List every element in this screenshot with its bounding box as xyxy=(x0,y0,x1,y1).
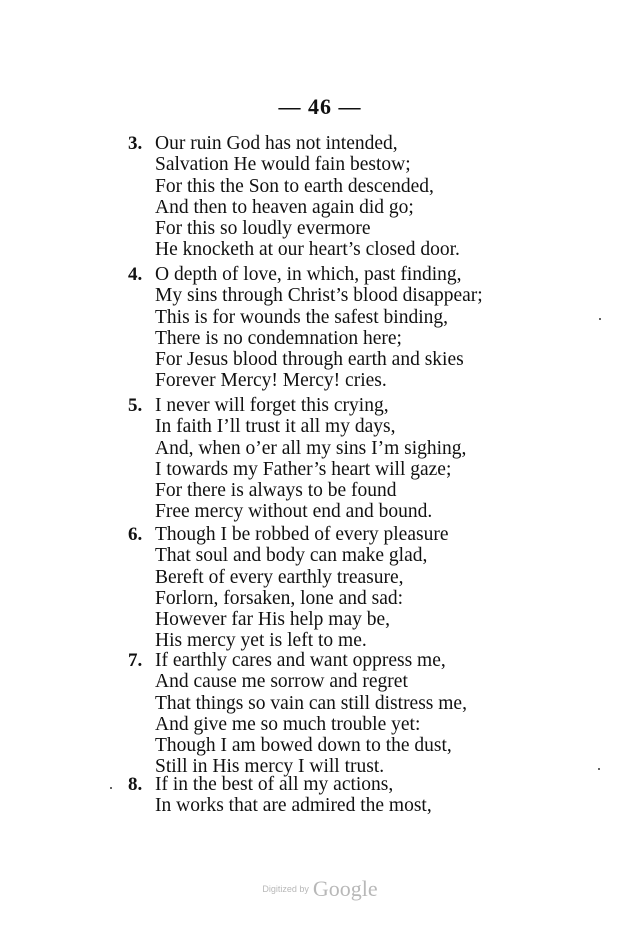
verse-number: 3. xyxy=(128,133,143,154)
verse-line: Free mercy without end and bound. xyxy=(155,501,433,523)
verse-lines xyxy=(155,524,448,652)
verse-line: And, when o’er all my sins I’m sighing, xyxy=(155,437,467,459)
verse-line: For this so loudly evermore xyxy=(155,218,371,240)
verse-line: He knocketh at our heart’s closed door. xyxy=(155,239,460,261)
verse-line: That things so vain can still distress me, xyxy=(155,692,467,714)
verse-line: And cause me sorrow and regret xyxy=(155,671,408,693)
verse-line: There is no condemnation here; xyxy=(155,327,402,349)
google-logo: Google xyxy=(312,876,378,901)
verse-line: His mercy yet is left to me. xyxy=(155,630,367,652)
verse-line: Forever Mercy! Mercy! cries. xyxy=(155,370,387,392)
verse-line: That soul and body can make glad, xyxy=(155,545,428,567)
verse-lines xyxy=(155,133,460,261)
scan-speck xyxy=(598,768,600,770)
verse-line: This is for wounds the safest binding, xyxy=(155,306,449,328)
verse-line: Bereft of every earthly treasure, xyxy=(155,566,404,588)
verse-lines xyxy=(155,395,466,523)
verse-number: 7. xyxy=(128,650,143,671)
verse-line: I towards my Father’s heart will gaze; xyxy=(155,458,452,480)
scan-speck xyxy=(110,787,112,789)
verse-line: For this the Son to earth descended, xyxy=(155,175,434,197)
verse-number: 6. xyxy=(128,524,143,545)
verse-line: Salvation He would fain bestow; xyxy=(155,154,411,176)
verse-line: However far His help may be, xyxy=(155,609,390,631)
verse-line: If earthly cares and want oppress me, xyxy=(155,650,446,671)
verse-line: If in the best of all my actions, xyxy=(155,774,394,795)
verse-line: And give me so much trouble yet: xyxy=(155,713,421,735)
verse-line: For there is always to be found xyxy=(155,480,397,502)
verse-line: Forlorn, forsaken, lone and sad: xyxy=(155,587,404,609)
verse-line: Though I be robbed of every pleasure xyxy=(155,524,449,545)
verse-line: For Jesus blood through earth and skies xyxy=(155,349,464,371)
scan-speck xyxy=(599,318,601,320)
page-number: — 46 — xyxy=(278,94,362,119)
digitized-label: Digitized by xyxy=(262,884,309,894)
verse-line: In works that are admired the most, xyxy=(155,795,432,817)
verse-lines xyxy=(155,264,483,392)
verse-line: And then to heaven again did go; xyxy=(155,196,414,218)
verse-line: Our ruin God has not intended, xyxy=(155,133,398,154)
digitized-watermark xyxy=(0,876,640,902)
verse-lines xyxy=(155,774,432,817)
verse-number: 5. xyxy=(128,395,143,416)
verse-line: In faith I’ll trust it all my days, xyxy=(155,416,396,438)
verse-number: 4. xyxy=(128,264,143,285)
verse-line: Still in His mercy I will trust. xyxy=(155,756,385,778)
verse-line: I never will forget this crying, xyxy=(155,395,389,416)
verse-line: Though I am bowed down to the dust, xyxy=(155,735,452,757)
verse-number: 8. xyxy=(128,774,143,795)
verse-lines xyxy=(155,650,467,778)
verse-line: My sins through Christ’s blood disappear; xyxy=(155,285,483,307)
verse-line: O depth of love, in which, past finding, xyxy=(155,264,462,285)
